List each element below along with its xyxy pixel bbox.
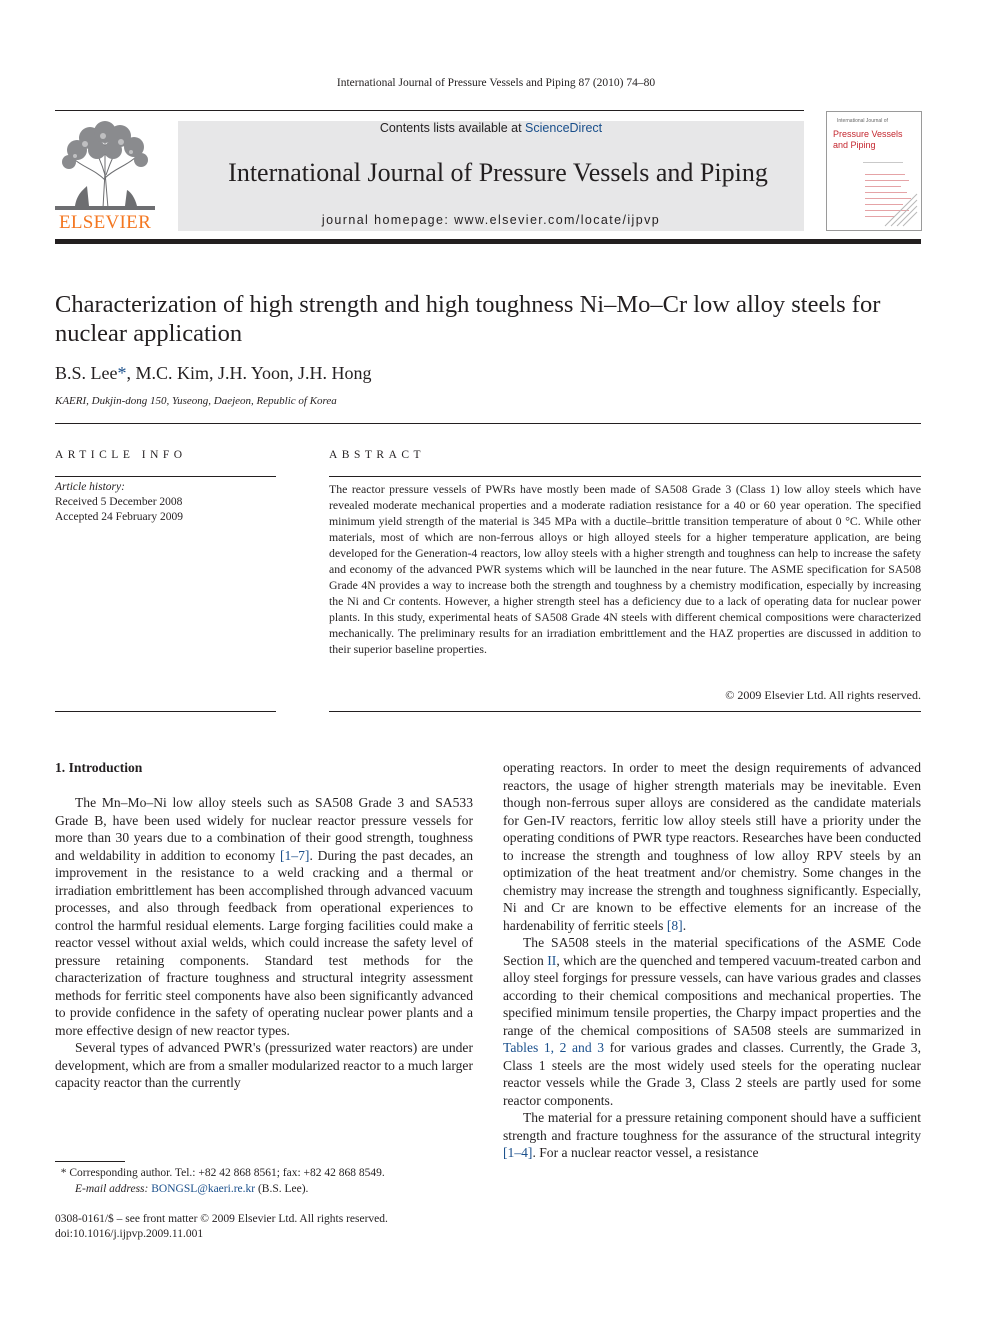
history-label: Article history: <box>55 481 125 493</box>
accepted-date: Accepted 24 February 2009 <box>55 511 184 523</box>
paragraph-text: The Mn–Mo–Ni low alloy steels such as SA508 Grade 3 and SA533 Grade B, have been used widely for nuclear reactor pressure vessels for more than 30 years due to a combination of their good strength, toughness and weldability in addition to economy <box>55 795 473 863</box>
corresponding-author-marker[interactable]: * <box>117 363 127 383</box>
paragraph-text: , which are the quenched and tempered vacuum-treated carbon and alloy steel forgings for pressure vessels, can have various grades and classes according to their chemical compositions and mechanical properties. The specified minimum tensile properties, the Charpy impact properties and the range of the chemical compositions of SA508 steels are summarized in <box>503 952 921 1038</box>
paragraph-text: operating reactors. In order to meet the design requirements of advanced reactors, the usage of higher strength materials may be inevitable. Even though non-ferrous super alloys are considered as the candidate materials for Gen-IV reactors, ferritic low alloy steels still have a priority under the operating conditions of PWR type reactors. Researches have been conducted to increase the strength and toughness of low alloy RPV steels by an optimization of the heat treatment and/or chemistry. Some changes in the chemistry may increase the strength and toughness significantly. Especially, Ni and Cr are known to be effective elements for an increase of the hardenability of ferritic steels <box>503 760 921 933</box>
cover-rule <box>865 174 905 175</box>
paragraph <box>503 759 921 934</box>
journal-title: International Journal of Pressure Vessels and Piping <box>228 158 768 187</box>
footnote-text: Corresponding author. Tel.: +82 42 868 8561; fax: +82 42 868 8549. <box>66 1167 385 1179</box>
abstract-text: The reactor pressure vessels of PWRs have mostly been made of SA508 Grade 3 (Class 1) low alloy steels which have revealed moderate mechanical properties and a moderate radiation resistance for a 40 or 60 year operation. The specified minimum yield strength of the material is 345 MPa with a ductile–brittle transition temperature of about 0 °C. While other materials, most of which are non-ferrous alloys or high alloyed steels for a higher temperature application, are being developed for the Generation-4 reactors, low alloy steels with a higher strength and toughness can help to increase the safety and economy of the advanced PWR systems which will be launched in the near future. The ASME specification for SA508 Grade 4N provides a way to increase both the strength and toughness by a chemistry modification, especially by increasing the Ni and Cr contents. However, a higher strength steel has a deficiency due to a lack of operating data for nuclear power plants. In this study, experimental heats of SA508 Grade 4N steels with different chemical compositions were characterized mechanically. The preliminary results for an irradiation embrittlement and the HAZ properties are discussed in addition to their superior baseline properties. <box>329 482 921 656</box>
copyright-notice: © 2009 Elsevier Ltd. All rights reserved. <box>725 688 921 702</box>
elsevier-tree-icon <box>55 120 155 212</box>
cover-rule <box>865 186 901 187</box>
reference-link[interactable]: [1–4] <box>503 1145 533 1160</box>
article-info-rule-bottom <box>55 711 276 712</box>
journal-cover-thumbnail[interactable] <box>826 111 922 231</box>
introduction-heading: 1. Introduction <box>55 760 143 775</box>
body-column-right <box>503 759 921 1162</box>
cover-small-title: International Journal of <box>837 118 888 124</box>
reference-link[interactable]: [8] <box>666 917 683 933</box>
journal-banner <box>178 121 804 231</box>
cover-graphic-icon <box>883 192 919 228</box>
paragraph-text: The material for a pressure retaining component should have a sufficient strength and fracture toughness for the assurance of the structural integrity <box>503 1110 921 1143</box>
paragraph-text: . For a nuclear reactor vessel, a resistance <box>532 1145 759 1160</box>
contents-line <box>178 121 804 135</box>
footnote-star: * <box>60 1167 67 1179</box>
cover-rule <box>863 162 903 163</box>
footnote-rule <box>55 1161 125 1162</box>
header-rule <box>55 110 804 111</box>
paragraph-text: . <box>682 917 687 933</box>
body-column-left <box>55 794 473 1092</box>
elsevier-wordmark: ELSEVIER <box>58 212 152 233</box>
email-label: E-mail address: <box>75 1183 149 1195</box>
paragraph: Several types of advanced PWR's (pressurized water reactors) are under development, which are from a smaller modularized reactor to a much larger capacity reactor than the currently <box>55 1040 473 1090</box>
doi-line[interactable]: doi:10.1016/j.ijpvp.2009.11.001 <box>55 1228 204 1240</box>
paragraph <box>503 934 921 1109</box>
abstract-heading: ABSTRACT <box>329 449 426 461</box>
paragraph-text: for various grades and classes. Currently, the Grade 3, Class 1 steels are the most widely used steels for the operating nuclear reactor vessels while the Grade 3, Class 2 steels are partly used for some reactor components. <box>503 1040 921 1108</box>
section-rule <box>55 423 921 424</box>
email-line <box>55 1181 385 1197</box>
contents-prefix: Contents lists available at <box>379 121 526 135</box>
received-date: Received 5 December 2008 <box>55 496 183 508</box>
corresponding-author-note <box>55 1165 385 1181</box>
cover-title <box>833 129 903 151</box>
article-history <box>55 480 183 525</box>
footnote <box>55 1165 385 1197</box>
abstract-rule-bottom <box>329 711 921 712</box>
journal-citation: International Journal of Pressure Vessels and Piping 87 (2010) 74–80 <box>336 77 656 89</box>
sciencedirect-link[interactable]: ScienceDirect <box>525 121 603 135</box>
article-info-rule <box>55 476 276 477</box>
author-first[interactable]: B.S. Lee <box>55 363 118 383</box>
paragraph <box>55 794 473 1039</box>
cover-title-line2: and Piping <box>833 140 876 150</box>
author-list <box>55 363 372 384</box>
cover-title-line1: Pressure Vessels <box>833 129 903 139</box>
paragraph-text: The SA508 steels in the material specifications of the ASME Code Section <box>503 935 921 968</box>
header-thick-rule <box>55 239 921 244</box>
article-info-heading: ARTICLE INFO <box>55 449 187 461</box>
article-title: Characterization of high strength and high toughness Ni–Mo–Cr low alloy steels for nuclear application <box>55 291 881 347</box>
author-rest: , M.C. Kim, J.H. Yoon, J.H. Hong <box>126 363 372 383</box>
paragraph <box>503 1109 921 1162</box>
affiliation: KAERI, Dukjin-dong 150, Yuseong, Daejeon, Republic of Korea <box>55 395 337 407</box>
journal-homepage-link[interactable]: journal homepage: www.elsevier.com/locate/ijpvp <box>321 213 661 227</box>
paragraph-text: . During the past decades, an improvement in the resistance to a weld cracking and a thermal or irradiation embrittlement has been accomplished through advanced vacuum processes, and also through feedback from operational experiences to control the harmful residual elements. Large forging facilities could make a reactor vessel without axial welds, which could increase the safety level of pressure retaining components. Standard test methods for the characterization of fracture toughness and structural integrity assessment methods for ferritic steel components have also been significantly advanced to provide confidence in the safety of operating nuclear power plants and a more effective design of new reactor types. <box>55 847 473 1038</box>
email-suffix: (B.S. Lee). <box>255 1183 309 1195</box>
elsevier-logo[interactable] <box>55 120 155 235</box>
table-link[interactable]: Tables 1, 2 and 3 <box>503 1040 605 1055</box>
cover-rule <box>865 180 909 181</box>
email-link[interactable]: BONGSL@kaeri.re.kr <box>151 1183 256 1195</box>
reference-link[interactable]: II <box>547 952 557 968</box>
issn-line: 0308-0161/$ – see front matter © 2009 Elsevier Ltd. All rights reserved. <box>55 1213 388 1225</box>
front-matter-info <box>55 1212 388 1242</box>
reference-link[interactable]: [1–7] <box>279 847 310 863</box>
abstract-rule <box>329 476 921 477</box>
